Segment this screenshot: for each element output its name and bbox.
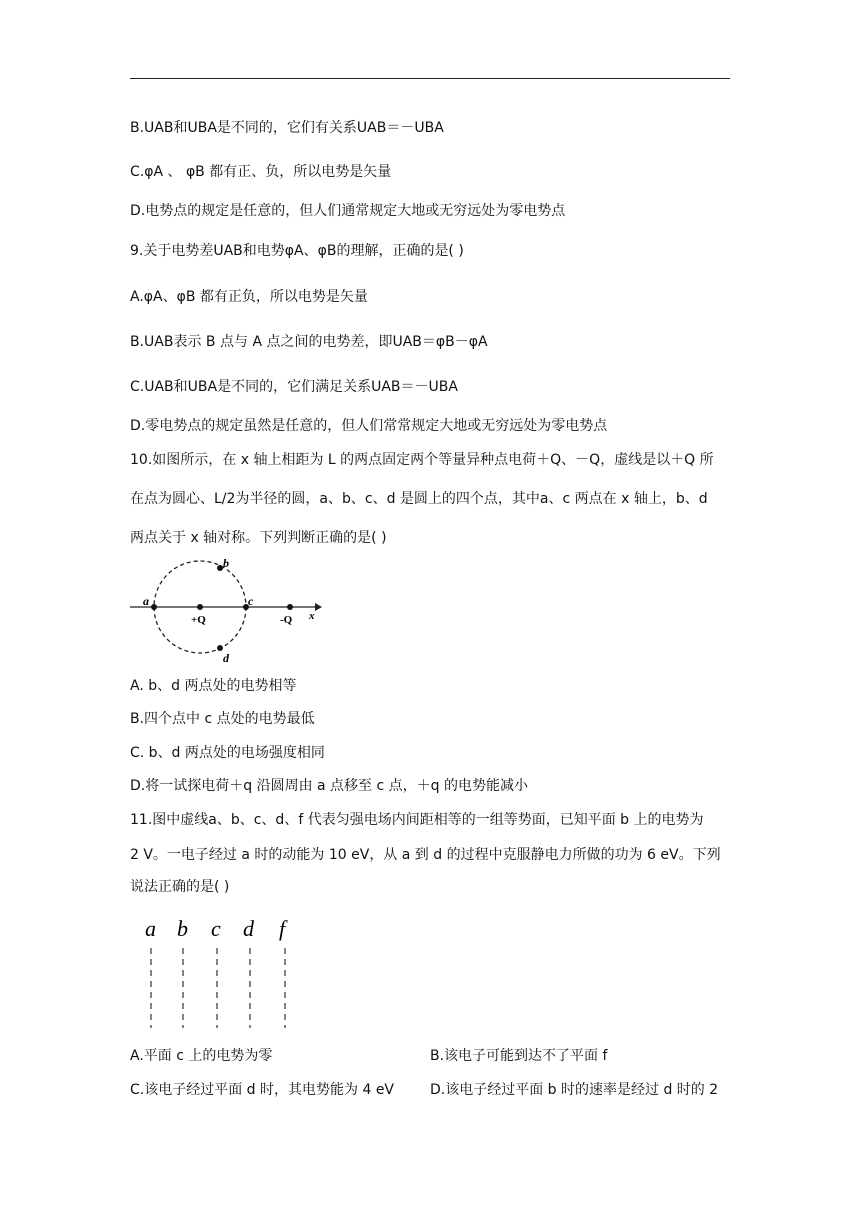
q10-stem-line-1: 10.如图所示，在 x 轴上相距为 L 的两点固定两个等量异种点电荷＋Q、－Q，虚线是以＋Q 所 (130, 452, 714, 468)
plane-label-b: b (177, 916, 188, 941)
label-d: d (223, 651, 229, 665)
q11-option-d: D.该电子经过平面 b 时的速率是经过 d 时的 2 (430, 1082, 719, 1098)
label-a: a (143, 594, 149, 608)
q11-option-a: A.平面 c 上的电势为零 (130, 1048, 273, 1064)
header-rule (130, 78, 730, 79)
label-c: c (248, 594, 254, 608)
charge-plus-q (197, 604, 203, 610)
q11-figure (135, 912, 305, 1032)
q10-figure (125, 555, 325, 670)
label-minus-q: -Q (280, 614, 293, 626)
q9-option-d: D.零电势点的规定虽然是任意的，但人们常常规定大地或无穷远处为零电势点 (130, 418, 608, 434)
q8-option-c: C.φA 、 φB 都有正、负，所以电势是矢量 (130, 164, 392, 180)
charge-minus-q (287, 604, 293, 610)
plane-label-c: c (211, 916, 221, 941)
plane-label-d: d (243, 916, 254, 941)
q9-stem: 9.关于电势差UAB和电势φA、φB的理解，正确的是( ) (130, 243, 464, 259)
q10-stem-line-3: 两点关于 x 轴对称。下列判断正确的是( ) (130, 530, 387, 546)
point-a (151, 604, 157, 610)
q9-option-b: B.UAB表示 B 点与 A 点之间的电势差，即UAB＝φB－φA (130, 334, 488, 350)
q10-option-c: C. b、d 两点处的电场强度相同 (130, 745, 325, 761)
q11-stem-line-3: 说法正确的是( ) (130, 879, 230, 895)
label-x-axis: x (309, 610, 315, 622)
q8-option-d: D.电势点的规定是任意的，但人们通常规定大地或无穷远处为零电势点 (130, 203, 566, 219)
label-plus-q: +Q (191, 614, 206, 626)
q11-stem-line-1: 11.图中虚线a、b、c、d、f 代表匀强电场内间距相等的一组等势面，已知平面 b 上的电势为 (130, 812, 704, 828)
q8-option-b: B.UAB和UBA是不同的，它们有关系UAB＝－UBA (130, 120, 444, 136)
q10-option-d: D.将一试探电荷＋q 沿圆周由 a 点移至 c 点，＋q 的电势能减小 (130, 778, 528, 794)
q9-option-a: A.φA、φB 都有正负，所以电势是矢量 (130, 289, 368, 305)
plane-label-f: f (279, 916, 286, 941)
q11-option-c: C.该电子经过平面 d 时，其电势能为 4 eV (130, 1082, 395, 1098)
q9-option-c: C.UAB和UBA是不同的，它们满足关系UAB＝－UBA (130, 379, 458, 395)
q10-option-a: A. b、d 两点处的电势相等 (130, 678, 297, 694)
q11-stem-line-2: 2 V。一电子经过 a 时的动能为 10 eV，从 a 到 d 的过程中克服静电力所做的功为 6 eV。下列 (130, 847, 721, 863)
q10-stem-line-2: 在点为圆心、L/2为半径的圆，a、b、c、d 是圆上的四个点，其中a、c 两点在 x 轴上，b、d (130, 491, 708, 507)
label-b: b (223, 556, 229, 570)
q11-option-b: B.该电子可能到达不了平面 f (430, 1048, 608, 1064)
plane-label-a: a (145, 916, 156, 941)
q10-option-b: B.四个点中 c 点处的电势最低 (130, 711, 315, 727)
